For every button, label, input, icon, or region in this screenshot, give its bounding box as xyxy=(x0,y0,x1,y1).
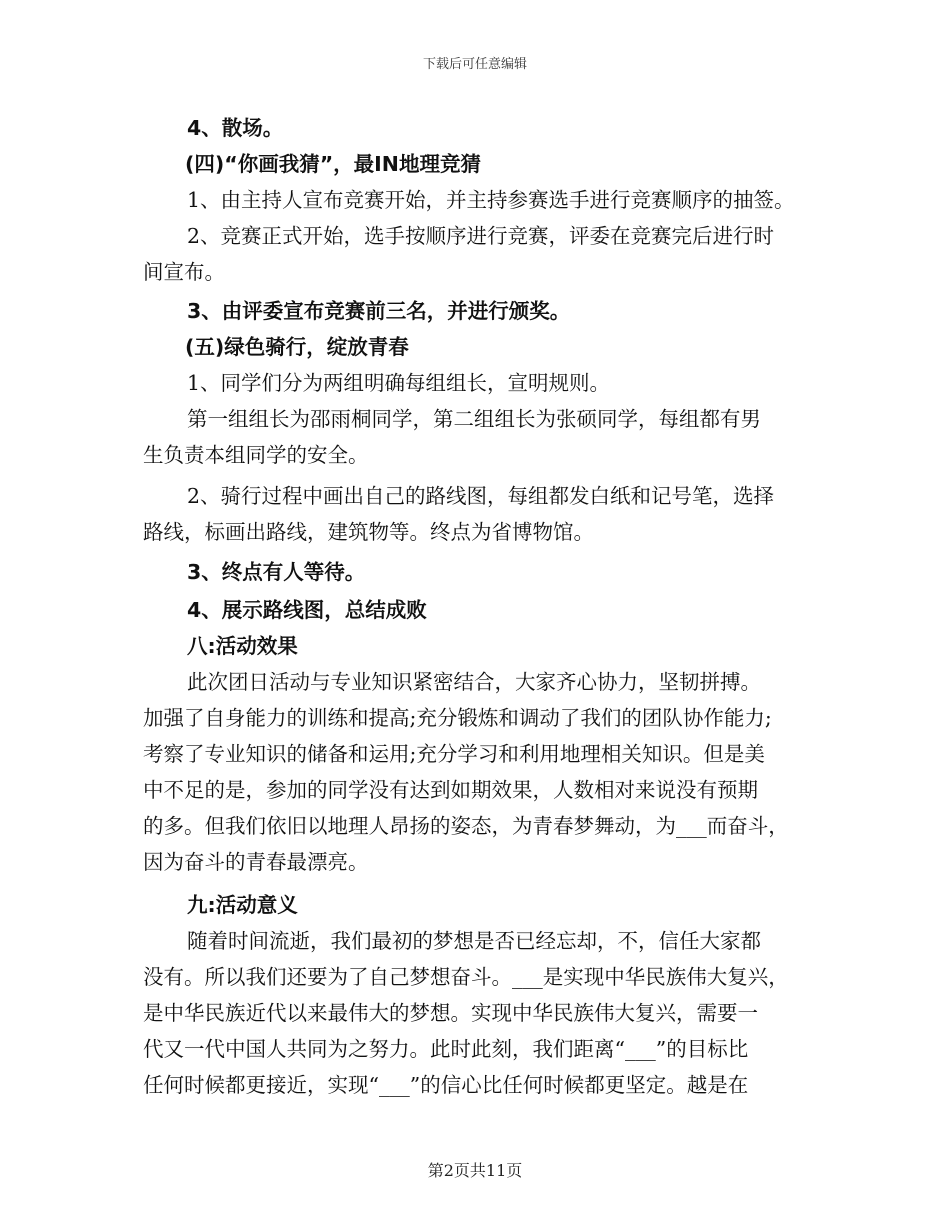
paragraph-line: 第一组组长为邵雨桐同学，第二组组长为张硕同学，每组都有男 xyxy=(187,407,761,431)
paragraph-line: 中不足的是，参加的同学没有达到如期效果，人数相对来说没有预期 xyxy=(143,778,758,802)
paragraph-line: 的多。但我们依旧以地理人昂扬的姿态，为青春梦舞动，为___而奋斗， xyxy=(143,814,789,838)
paragraph-line: 此次团日活动与专业知识紧密结合，大家齐心协力，坚韧拼搏。 xyxy=(187,670,761,694)
paragraph-line: 1、同学们分为两组明确每组组长，宣明规则。 xyxy=(187,371,611,395)
paragraph-line: 2、竞赛正式开始，选手按顺序进行竞赛，评委在竞赛完后进行时 xyxy=(187,224,775,248)
paragraph-line: 是中华民族近代以来最伟大的梦想。实现中华民族伟大复兴，需要一 xyxy=(143,1001,758,1025)
paragraph-line: 任何时候都更接近，实现“___”的信心比任何时候都更坚定。越是在 xyxy=(143,1073,749,1097)
paragraph-line: 生负责本组同学的安全。 xyxy=(143,443,369,467)
paragraph-line: 随着时间流逝，我们最初的梦想是否已经忘却，不，信任大家都 xyxy=(187,929,761,953)
paragraph-line: 代又一代中国人共同为之努力。此时此刻，我们距离“___”的目标比 xyxy=(143,1037,749,1061)
section-heading-4: (四)“你画我猜”，最IN地理竞猜 xyxy=(185,152,481,176)
item-dispersal: 4、散场。 xyxy=(187,116,284,140)
paragraph-line: 加强了自身能力的训练和提高;充分锻炼和调动了我们的团队协作能力; xyxy=(143,706,772,730)
item-waiting: 3、终点有人等待。 xyxy=(187,560,366,584)
paragraph-line: 1、由主持人宣布竞赛开始，并主持参赛选手进行竞赛顺序的抽签。 xyxy=(187,188,795,212)
section-heading-9: 九:活动意义 xyxy=(187,893,298,917)
paragraph-line: 路线，标画出路线，建筑物等。终点为省博物馆。 xyxy=(143,520,594,544)
paragraph-line: 考察了专业知识的储备和运用;充分学习和利用地理相关知识。但是美 xyxy=(143,742,765,766)
paragraph-line: 没有。所以我们还要为了自己梦想奋斗。___是实现中华民族伟大复兴， xyxy=(143,965,789,989)
section-heading-8: 八:活动效果 xyxy=(187,634,298,658)
section-heading-5: (五)绿色骑行，绽放青春 xyxy=(185,335,409,359)
paragraph-line: 因为奋斗的青春最漂亮。 xyxy=(143,850,369,874)
paragraph-line: 间宣布。 xyxy=(143,260,225,284)
paragraph-line: 2、骑行过程中画出自己的路线图，每组都发白纸和记号笔，选择 xyxy=(187,484,775,508)
page-number: 第2页共11页 xyxy=(427,1161,523,1180)
item-awards: 3、由评委宣布竞赛前三名，并进行颁奖。 xyxy=(187,299,571,323)
page-header: 下载后可任意编辑 xyxy=(422,57,527,72)
item-summary: 4、展示路线图，总结成败 xyxy=(187,598,427,622)
